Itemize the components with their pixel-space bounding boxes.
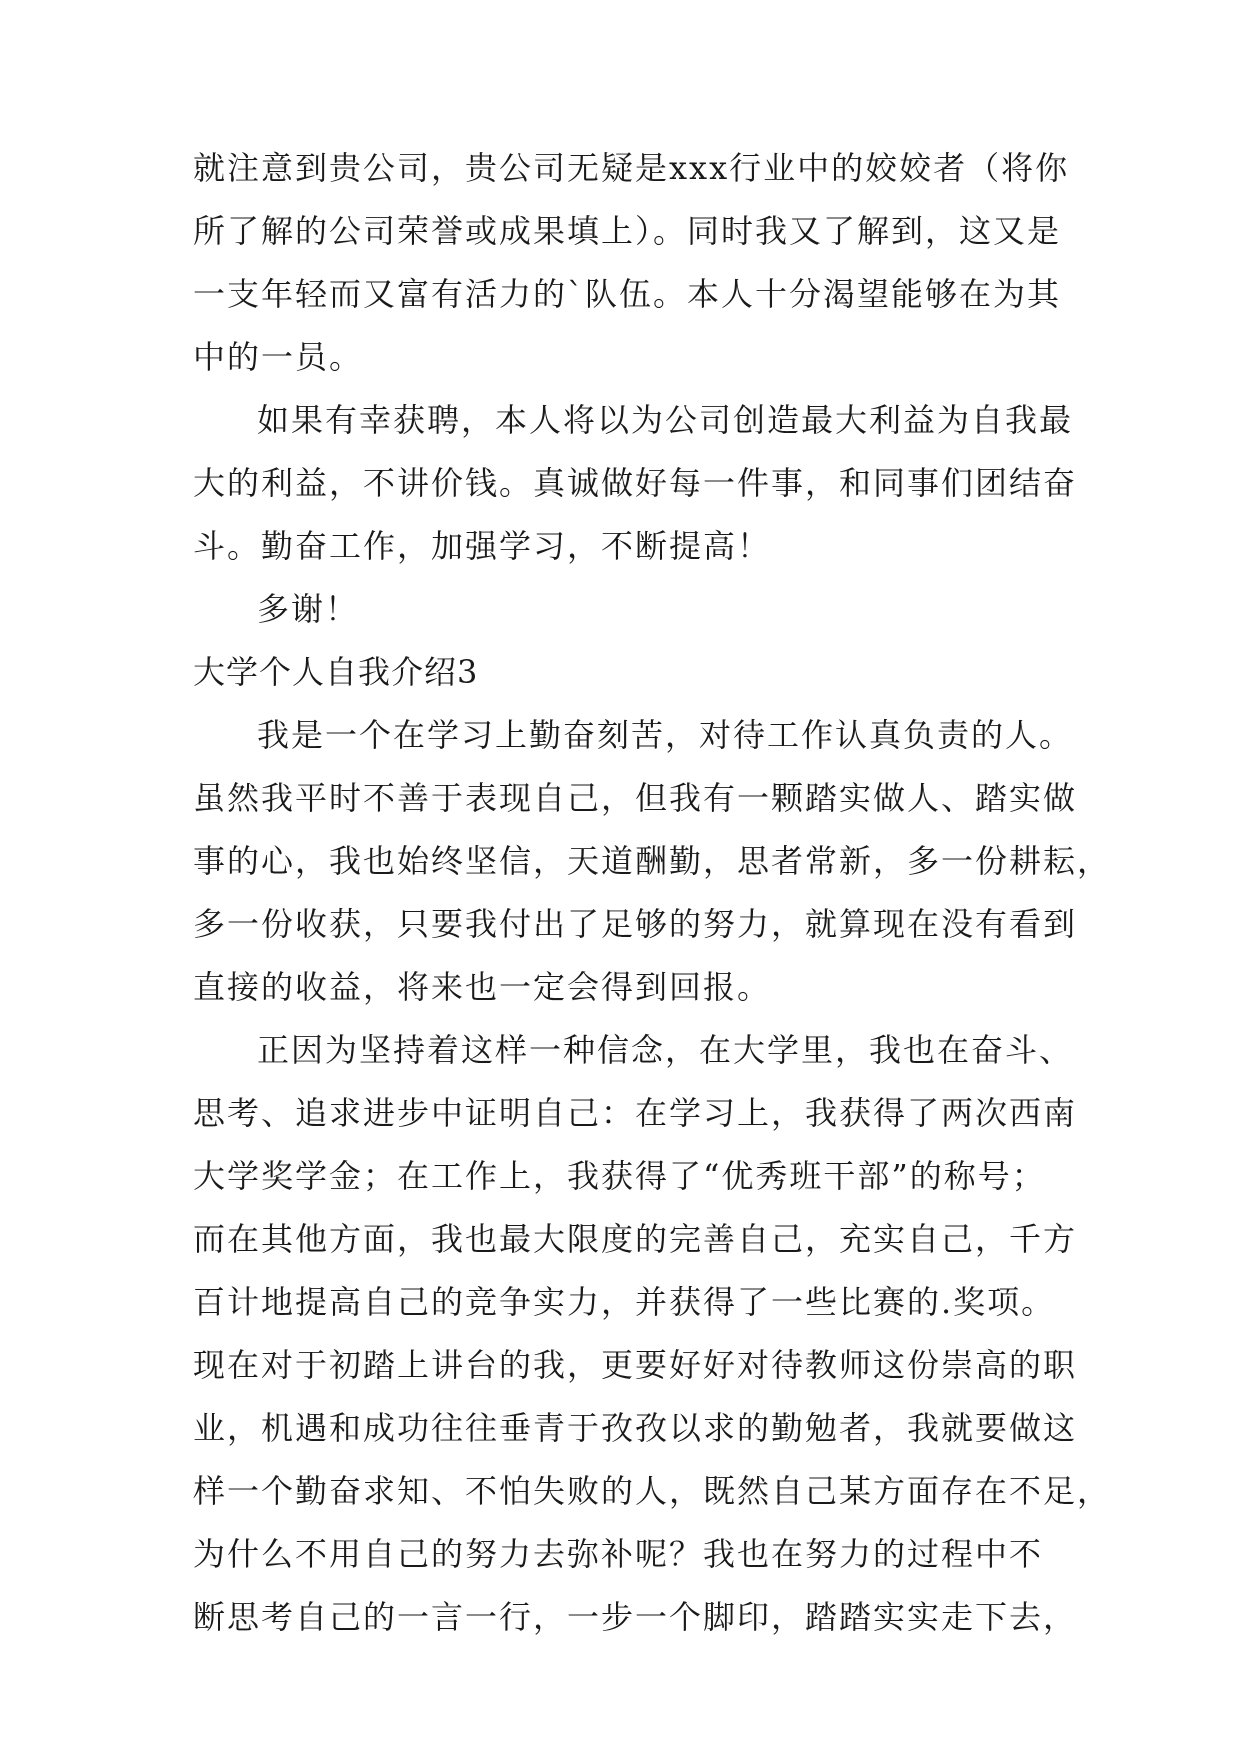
closing-thanks: 多谢！ bbox=[257, 590, 360, 628]
text-line: 为什么不用自己的努力去弥补呢？我也在努力的过程中不 bbox=[193, 1535, 1044, 1573]
text-line: 而在其他方面，我也最大限度的完善自己，充实自己，千方 bbox=[193, 1220, 1078, 1258]
text-line: 思考、追求进步中证明自己：在学习上，我获得了两次西南 bbox=[193, 1094, 1078, 1132]
text-line: 多一份收获，只要我付出了足够的努力，就算现在没有看到 bbox=[193, 905, 1078, 943]
text-line: 中的一员。 bbox=[193, 338, 364, 376]
text-line: 直接的收益，将来也一定会得到回报。 bbox=[193, 968, 772, 1006]
paragraph-first-line: 如果有幸获聘，本人将以为公司创造最大利益为自我最 bbox=[257, 401, 1074, 439]
text-line: 斗。勤奋工作，加强学习，不断提高！ bbox=[193, 527, 772, 565]
text-line: 事的心，我也始终坚信，天道酬勤，思者常新，多一份耕耘， bbox=[193, 842, 1112, 880]
text-line: 业，机遇和成功往往垂青于孜孜以求的勤勉者，我就要做这 bbox=[193, 1409, 1078, 1447]
text-line: 一支年轻而又富有活力的`队伍。本人十分渴望能够在为其 bbox=[193, 275, 1062, 313]
text-line: 样一个勤奋求知、不怕失败的人，既然自己某方面存在不足， bbox=[193, 1472, 1112, 1510]
text-line: 百计地提高自己的竞争实力，并获得了一些比赛的.奖项。 bbox=[193, 1283, 1056, 1321]
text-line: 断思考自己的一言一行，一步一个脚印，踏踏实实走下去， bbox=[193, 1598, 1078, 1636]
paragraph-first-line: 正因为坚持着这样一种信念，在大学里，我也在奋斗、 bbox=[257, 1031, 1074, 1069]
text-line: 现在对于初踏上讲台的我，更要好好对待教师这份崇高的职 bbox=[193, 1346, 1078, 1384]
paragraph-first-line: 我是一个在学习上勤奋刻苦，对待工作认真负责的人。 bbox=[257, 716, 1074, 754]
text-line: 虽然我平时不善于表现自己，但我有一颗踏实做人、踏实做 bbox=[193, 779, 1078, 817]
text-line: 大的利益，不讲价钱。真诚做好每一件事，和同事们团结奋 bbox=[193, 464, 1078, 502]
text-line: 就注意到贵公司，贵公司无疑是xxx行业中的姣姣者（将你 bbox=[193, 149, 1070, 187]
section-heading: 大学个人自我介绍3 bbox=[193, 653, 479, 691]
text-line: 所了解的公司荣誉或成果填上）。同时我又了解到，这又是 bbox=[193, 212, 1062, 250]
text-line: 大学奖学金；在工作上，我获得了“优秀班干部”的称号； bbox=[193, 1157, 1046, 1195]
